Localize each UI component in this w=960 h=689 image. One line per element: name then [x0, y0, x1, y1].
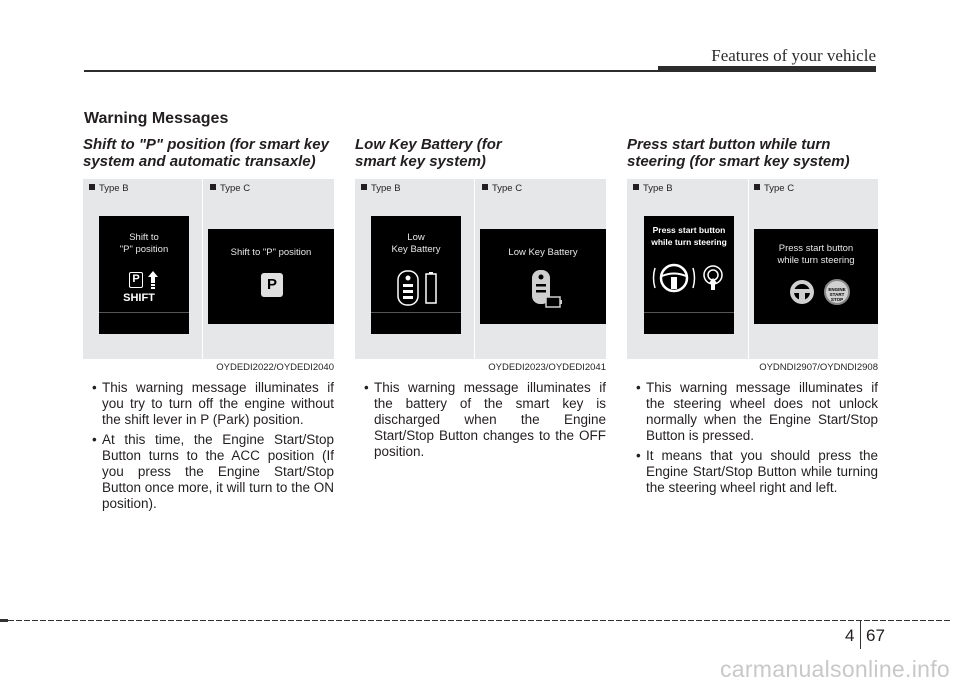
column-low-key-battery [355, 136, 606, 464]
column-press-start-button [627, 136, 878, 500]
low-battery-icon [425, 272, 437, 304]
figure-code: OYDEDI2023/OYDEDI2041 [488, 362, 606, 373]
page-number: 67 [866, 626, 885, 645]
figure-code: OYDNDI2907/OYDNDI2908 [759, 362, 878, 373]
steering-wheel-icon [652, 260, 696, 296]
figure-low-key-battery [355, 179, 606, 359]
steering-wheel-icon [788, 278, 816, 306]
start-button-press-icon [700, 264, 726, 292]
bullet-item: • At this time, the Engine Start/Stop Button turns to the ACC position (If you press the Engine Start/Stop Button once more, it will turn to the ON position). [83, 432, 334, 512]
display-type-c [754, 229, 878, 324]
running-header: Features of your vehicle [711, 46, 876, 65]
figure-press-start-button [627, 179, 878, 359]
type-c-label: Type C [754, 183, 794, 194]
bullet-list [355, 380, 606, 460]
display-text: Key Battery [391, 244, 441, 255]
display-text: while turn steering [777, 255, 855, 266]
column-heading: Press start button while turn steering (for smart key system) [627, 136, 850, 170]
display-type-b [99, 216, 189, 334]
bullet-item: • This warning message illuminates if you try to turn off the engine without the shift lever in P (Park) position. [83, 380, 334, 428]
figure-code: OYDEDI2022/OYDEDI2040 [216, 362, 334, 373]
column-heading: Low Key Battery (for smart key system) [355, 136, 502, 170]
type-b-label: Type B [633, 183, 673, 194]
display-type-c [208, 229, 334, 324]
display-text: Shift to "P" position [230, 247, 312, 258]
type-b-label: Type B [361, 183, 401, 194]
display-text: Low [407, 232, 425, 243]
display-text: Low Key Battery [508, 247, 578, 258]
display-type-b [644, 216, 734, 334]
bullet-list [627, 380, 878, 496]
type-c-label: Type C [482, 183, 522, 194]
display-text: "P" position [119, 244, 169, 255]
bullet-item: • It means that you should press the Engine Start/Stop Button while turning the steering wheel right and left. [627, 448, 878, 496]
header-rule-accent [658, 66, 876, 72]
display-type-b [371, 216, 461, 334]
page-number-divider [860, 621, 861, 649]
engine-start-stop-icon: ENGINE START STOP [824, 279, 850, 305]
display-text: while turn steering [651, 237, 727, 247]
p-position-icon: P [261, 273, 283, 297]
smart-key-icon [397, 270, 419, 306]
display-text: Press start button [778, 243, 854, 254]
bullet-list [83, 380, 334, 512]
bullet-item: • This warning message illuminates if the battery of the smart key is discharged when the Engine Start/Stop Button changes to the OFF position. [355, 380, 606, 460]
shift-arrow-icon [148, 271, 158, 289]
display-text: Shift to [129, 232, 159, 243]
bullet-item: • This warning message illuminates if the steering wheel does not unlock normally when the Engine Start/Stop Button is pressed. [627, 380, 878, 444]
column-heading: Shift to "P" position (for smart key system and automatic transaxle) [83, 136, 329, 170]
column-shift-to-p [83, 136, 334, 516]
figure-shift-to-p [83, 179, 334, 359]
chapter-number: 4 [845, 626, 855, 645]
smart-key-low-battery-icon [528, 269, 562, 309]
footer-rule [0, 620, 950, 621]
type-c-label: Type C [210, 183, 250, 194]
display-text: Press start button [652, 225, 726, 235]
p-position-icon: P [129, 272, 143, 288]
section-title: Warning Messages [84, 110, 229, 127]
watermark: carmanualsonline.info [719, 656, 950, 682]
shift-label: SHIFT [123, 292, 155, 304]
type-b-label: Type B [89, 183, 129, 194]
display-type-c [480, 229, 606, 324]
